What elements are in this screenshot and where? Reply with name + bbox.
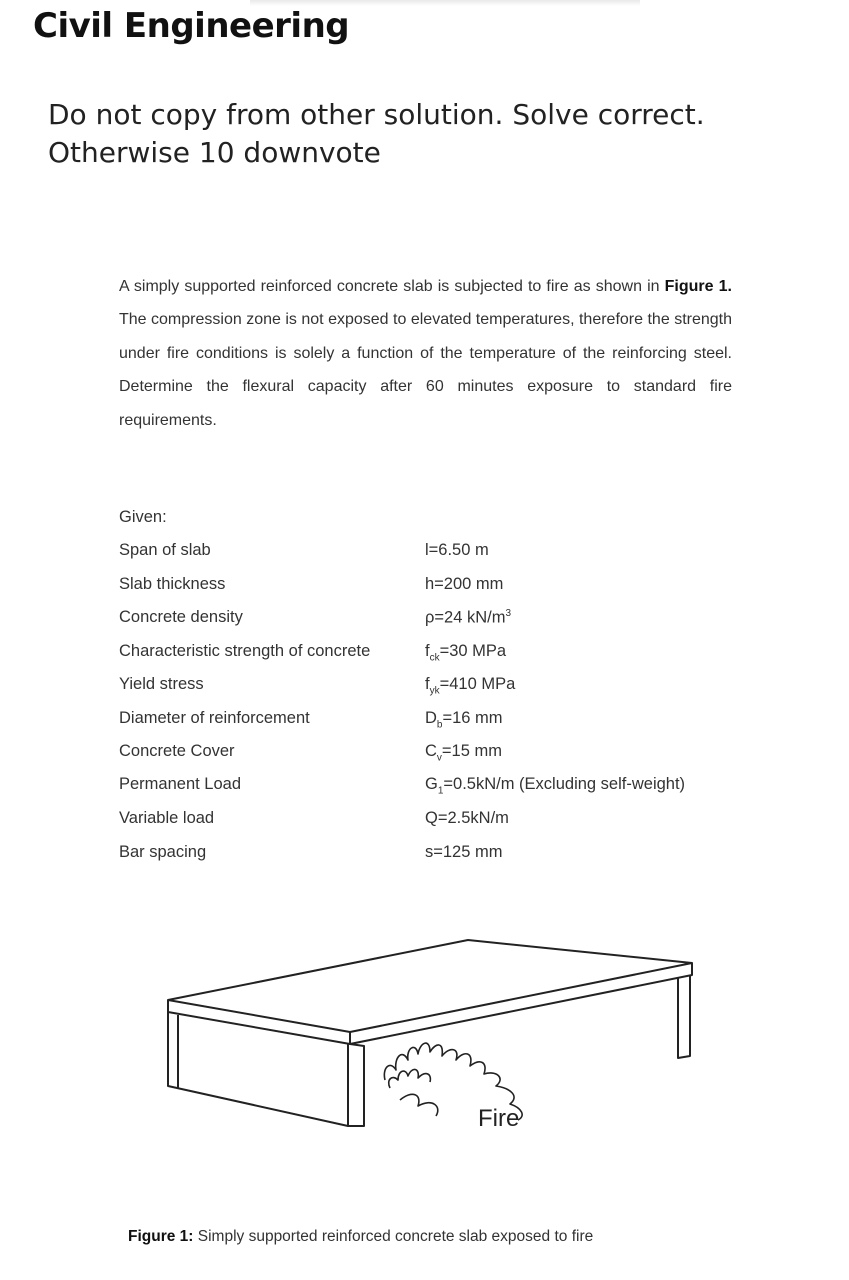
given-label: Characteristic strength of concrete	[119, 642, 371, 660]
given-value: $G_1=0.5kN/m$ (Excluding self-weight)	[425, 775, 686, 797]
given-label: Permanent Load	[119, 775, 242, 793]
problem-text-2: The compression zone is not exposed to elevated temperatures, therefore the strength under fire conditions is solely a function of the temperature of the reinforcing steel. Determine the flexural capacity after 60 minutes exposure to standard fire requirements.	[119, 311, 732, 429]
given-value: $f_{ck}=30$ MPa	[425, 642, 507, 664]
slab-top-face	[168, 940, 692, 1032]
given-label: Variable load	[119, 809, 215, 827]
given-label: Diameter of reinforcement	[119, 709, 310, 727]
given-value: $f_{yk}=410$ MPa	[425, 675, 516, 697]
problem-text-1: A simply supported reinforced concrete slab is subjected to fire as shown in	[119, 278, 665, 295]
given-label: Yield stress	[119, 675, 204, 693]
slab-fire-figure	[150, 930, 710, 1160]
given-row-yield-stress	[119, 675, 759, 699]
figure-caption-label: Figure 1:	[128, 1228, 194, 1245]
figure-reference: Figure 1.	[664, 278, 732, 295]
given-value: h=200 mm	[425, 575, 504, 593]
given-label: Slab thickness	[119, 575, 226, 593]
fire-label: Fire	[478, 1105, 520, 1132]
given-label: Concrete density	[119, 608, 243, 626]
given-value: $D_b=16$ mm	[425, 709, 503, 731]
given-row-variable-load	[119, 809, 759, 833]
given-row-permanent-load	[119, 775, 759, 799]
given-label: Span of slab	[119, 541, 211, 559]
right-support	[678, 975, 690, 1058]
figure-caption	[128, 1228, 593, 1246]
given-row-bar-spacing	[119, 843, 759, 867]
note-line-2: Otherwise 10 downvote	[48, 136, 381, 169]
given-value: $C_v=15$ mm	[425, 742, 502, 764]
given-label: Concrete Cover	[119, 742, 235, 760]
given-row-diameter	[119, 709, 759, 733]
slab-right-edge	[350, 963, 692, 1044]
given-row-span	[119, 541, 759, 565]
given-value: l=6.50 m	[425, 541, 489, 559]
given-value: s=125 mm	[425, 843, 503, 861]
given-row-cover	[119, 742, 759, 766]
given-title: Given:	[119, 508, 167, 526]
slab-front-edge	[168, 1000, 350, 1044]
note-line-1: Do not copy from other solution. Solve correct.	[48, 98, 705, 131]
left-support	[168, 1012, 348, 1126]
problem-statement	[119, 270, 732, 437]
given-value: Q=2.5kN/m	[425, 809, 509, 827]
subject-title: Civil Engineering	[33, 6, 350, 46]
given-row-thickness	[119, 575, 759, 599]
question-note	[48, 96, 705, 172]
figure-caption-text: Simply supported reinforced concrete slab exposed to fire	[193, 1228, 594, 1245]
given-row-density	[119, 608, 759, 632]
given-label: Bar spacing	[119, 843, 207, 861]
given-value: ρ=24 $kN/m^3$	[425, 608, 512, 627]
given-row-concrete-strength	[119, 642, 759, 666]
